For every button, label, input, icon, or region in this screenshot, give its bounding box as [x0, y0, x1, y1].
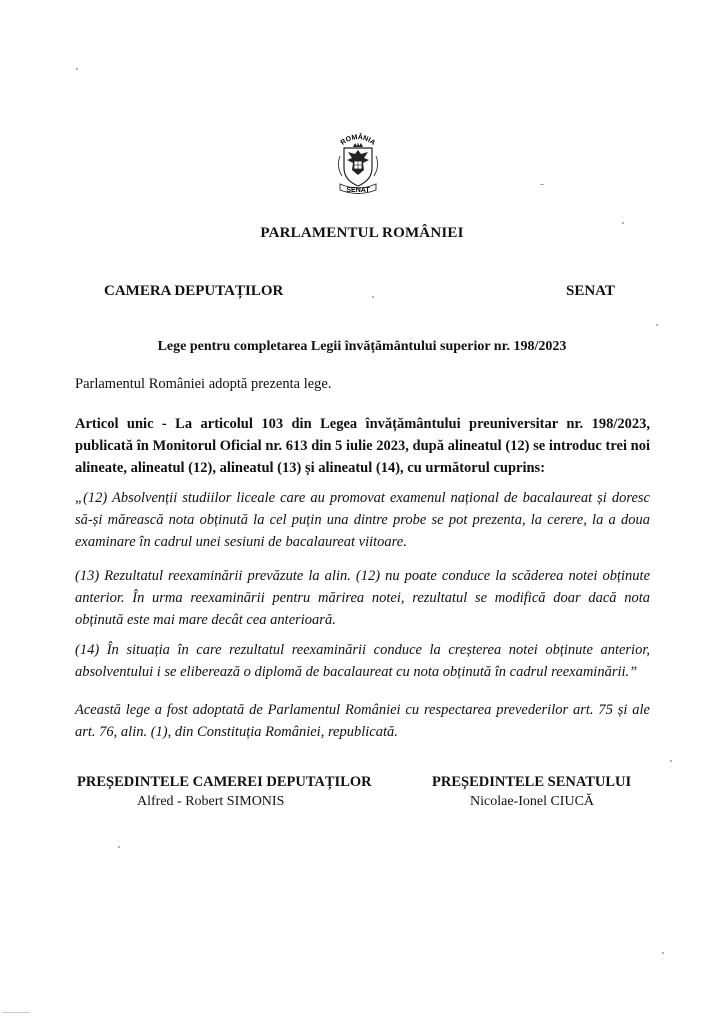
signature-name-senate: Nicolae-Ionel CIUCĂ: [470, 794, 595, 809]
paragraph-14: (14) În situația în care rezultatul reexaminării conduce la creșterea notei obținute anterior, absolventului i se eliberează o diplomă de bacalaureat cu nota obținută în cadrul reexaminării.”: [75, 642, 650, 680]
scan-speck: [540, 184, 544, 185]
romania-coat-of-arms-icon: [326, 130, 390, 198]
parliament-heading: PARLAMENTUL ROMÂNIEI: [260, 225, 464, 241]
chamber-senate-label: SENAT: [566, 283, 615, 299]
adoption-note: Această lege a fost adoptată de Parlamentul României cu respectarea prevederilor art. 75 și ale art. 76, alin. (1), din Constituția României, republicată.: [75, 702, 650, 740]
scan-speck: [118, 846, 120, 848]
scan-speck: [622, 222, 624, 224]
adoption-statement: Parlamentul României adoptă prezenta lege.: [75, 376, 332, 392]
scan-edge-mark: [2, 1012, 30, 1013]
scan-speck: [670, 760, 672, 762]
article-unique: Articol unic - La articolul 103 din Legea învățământului preuniversitar nr. 198/2023, publicată în Monitorul Oficial nr. 613 din 5 iulie 2023, după alineatul (12) se introduc trei noi alineate, alineatul (12), alineatul (13) și alineatul (14), cu următorul cuprins:: [75, 416, 650, 476]
scan-speck: [372, 296, 374, 298]
emblem-bottom-text: SENAT: [346, 187, 370, 194]
law-title: Lege pentru completarea Legii învățământului superior nr. 198/2023: [157, 339, 567, 354]
signature-block-senate: [432, 772, 652, 812]
scan-speck: [76, 68, 78, 70]
emblem-top-textpath: ROMÂNIA: [339, 134, 377, 147]
scan-speck: [656, 324, 658, 326]
paragraph-13: (13) Rezultatul reexaminării prevăzute la alin. (12) nu poate conduce la scăderea notei obținute anterior. În urma reexaminării pentru mărirea notei, rezultatul se modifică doar dacă nota obținută este mai mare decât cea anterioară.: [75, 568, 650, 628]
chamber-deputies-label: CAMERA DEPUTAȚILOR: [104, 283, 284, 299]
signature-title-deputies: PREȘEDINTELE CAMEREI DEPUTAȚILOR: [77, 774, 372, 790]
senate-emblem: [326, 130, 390, 198]
signature-title-senate: PREȘEDINTELE SENATULUI: [432, 774, 632, 790]
signature-name-deputies: Alfred - Robert SIMONIS: [137, 794, 285, 809]
scan-speck: [662, 952, 664, 954]
signature-block-deputies: [77, 772, 377, 812]
paragraph-12: „(12) Absolvenții studiilor liceale care au promovat examenul național de bacalaureat și doresc să-și mărească nota obținută la cel puțin una dintre probe se pot prezenta, la cerere, la a doua examinare în cadrul unei sesiuni de bacalaureat viitoare.: [75, 490, 650, 550]
